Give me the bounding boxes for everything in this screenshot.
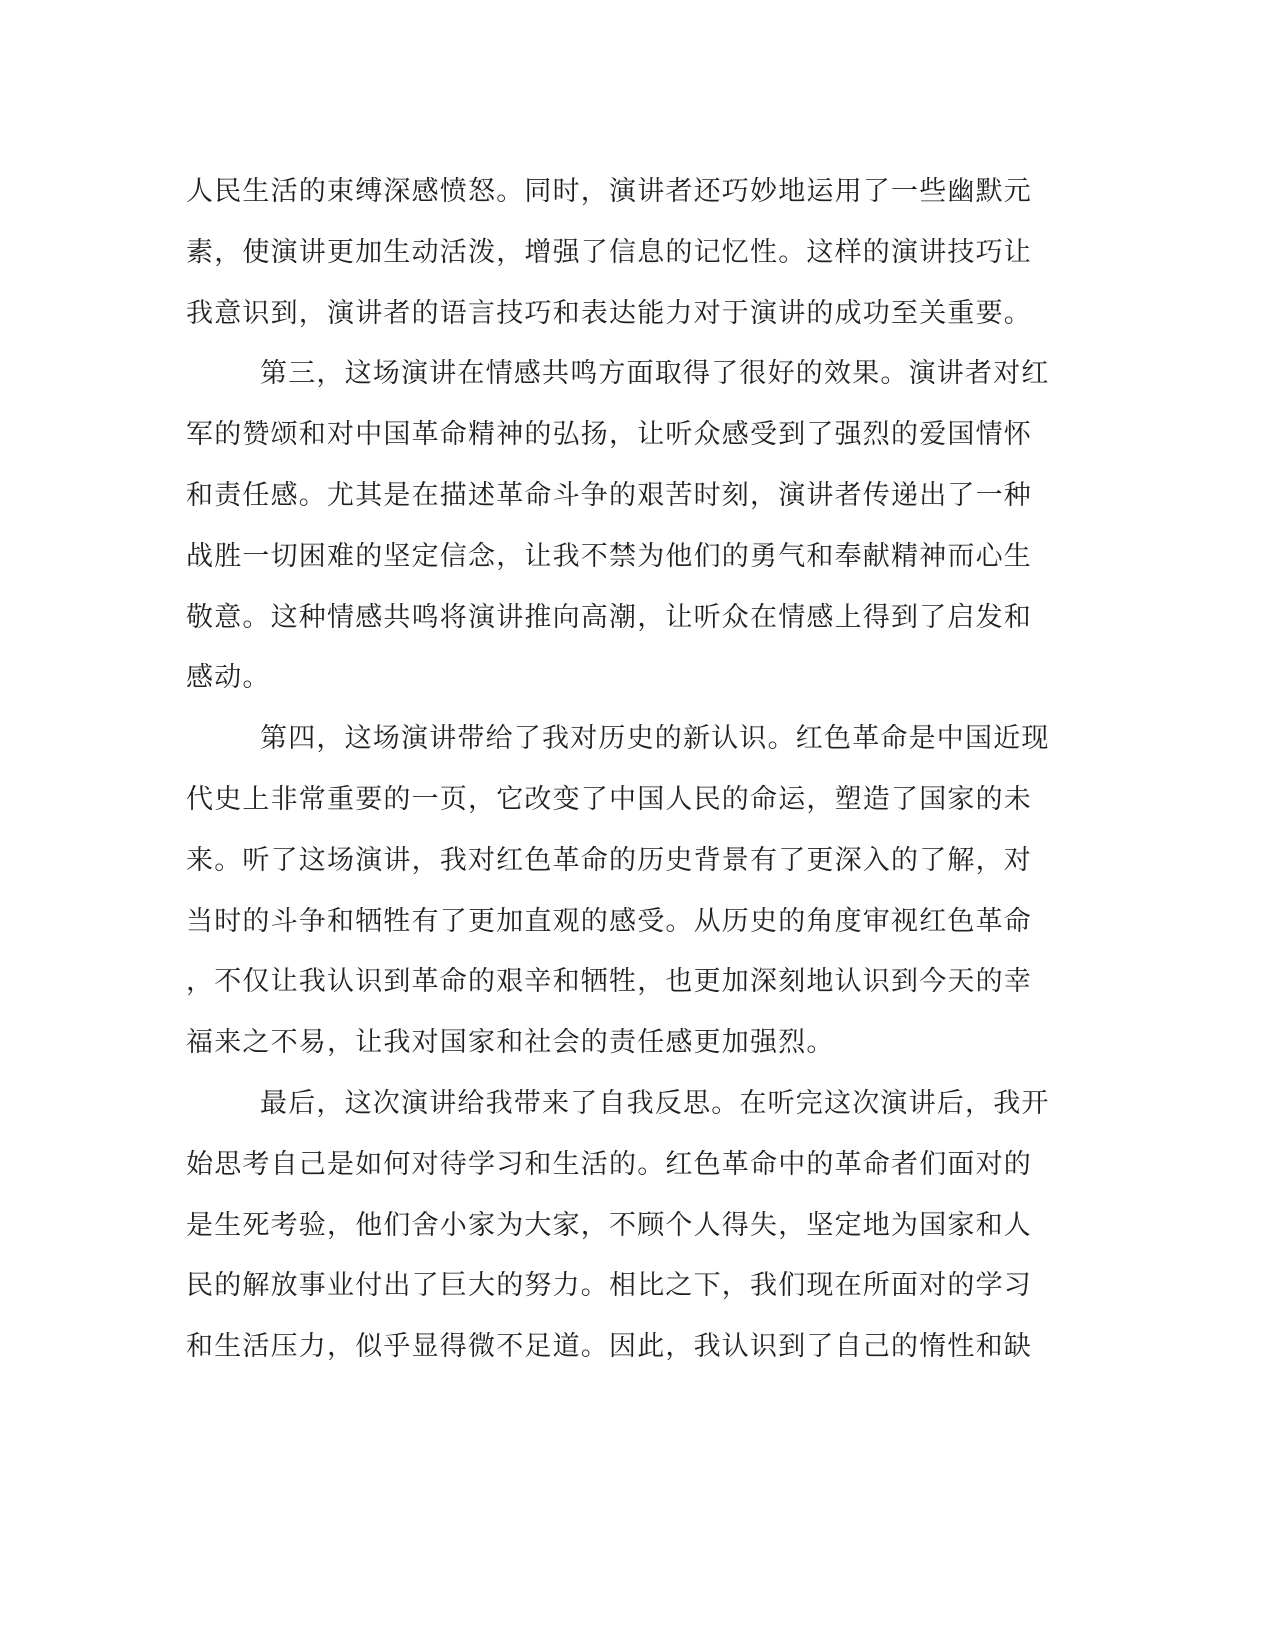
text-line: 战胜一切困难的坚定信念，让我不禁为他们的勇气和奉献精神而心生 [186,540,1032,572]
text-line: 敬意。这种情感共鸣将演讲推向高潮，让听众在情感上得到了启发和 [186,601,1032,633]
text-line: 是生死考验，他们舍小家为大家，不顾个人得失，坚定地为国家和人 [186,1209,1032,1241]
text-line: 人民生活的束缚深感愤怒。同时，演讲者还巧妙地运用了一些幽默元 [186,176,1032,207]
text-line: 我意识到，演讲者的语言技巧和表达能力对于演讲的成功至关重要。 [186,297,1032,329]
paragraph-first-line: 第三，这场演讲在情感共鸣方面取得了很好的效果。演讲者对红 [260,358,1050,390]
text-line: 和责任感。尤其是在描述革命斗争的艰苦时刻，演讲者传递出了一种 [186,479,1032,511]
paragraph-first-line: 第四，这场演讲带给了我对历史的新认识。红色革命是中国近现 [260,723,1050,755]
text-line: 和生活压力，似乎显得微不足道。因此，我认识到了自己的惰性和缺 [186,1331,1032,1363]
text-line: 当时的斗争和牺牲有了更加直观的感受。从历史的角度审视红色革命 [186,905,1032,937]
text-line: 代史上非常重要的一页，它改变了中国人民的命运，塑造了国家的未 [186,783,1032,815]
text-line: ，不仅让我认识到革命的艰辛和牺牲，也更加深刻地认识到今天的幸 [186,966,1032,998]
document-body [186,162,1056,1378]
text-line: 始思考自己是如何对待学习和生活的。红色革命中的革命者们面对的 [186,1148,1032,1180]
text-line: 素，使演讲更加生动活泼，增强了信息的记忆性。这样的演讲技巧让 [186,236,1032,268]
text-line: 来。听了这场演讲，我对红色革命的历史背景有了更深入的了解，对 [186,844,1032,876]
text-line: 民的解放事业付出了巨大的努力。相比之下，我们现在所面对的学习 [186,1270,1032,1302]
text-line: 军的赞颂和对中国革命精神的弘扬，让听众感受到了强烈的爱国情怀 [186,419,1032,451]
text-line: 福来之不易，让我对国家和社会的责任感更加强烈。 [186,1027,835,1059]
text-line: 感动。 [186,662,271,694]
paragraph-first-line: 最后，这次演讲给我带来了自我反思。在听完这次演讲后，我开 [260,1087,1050,1119]
